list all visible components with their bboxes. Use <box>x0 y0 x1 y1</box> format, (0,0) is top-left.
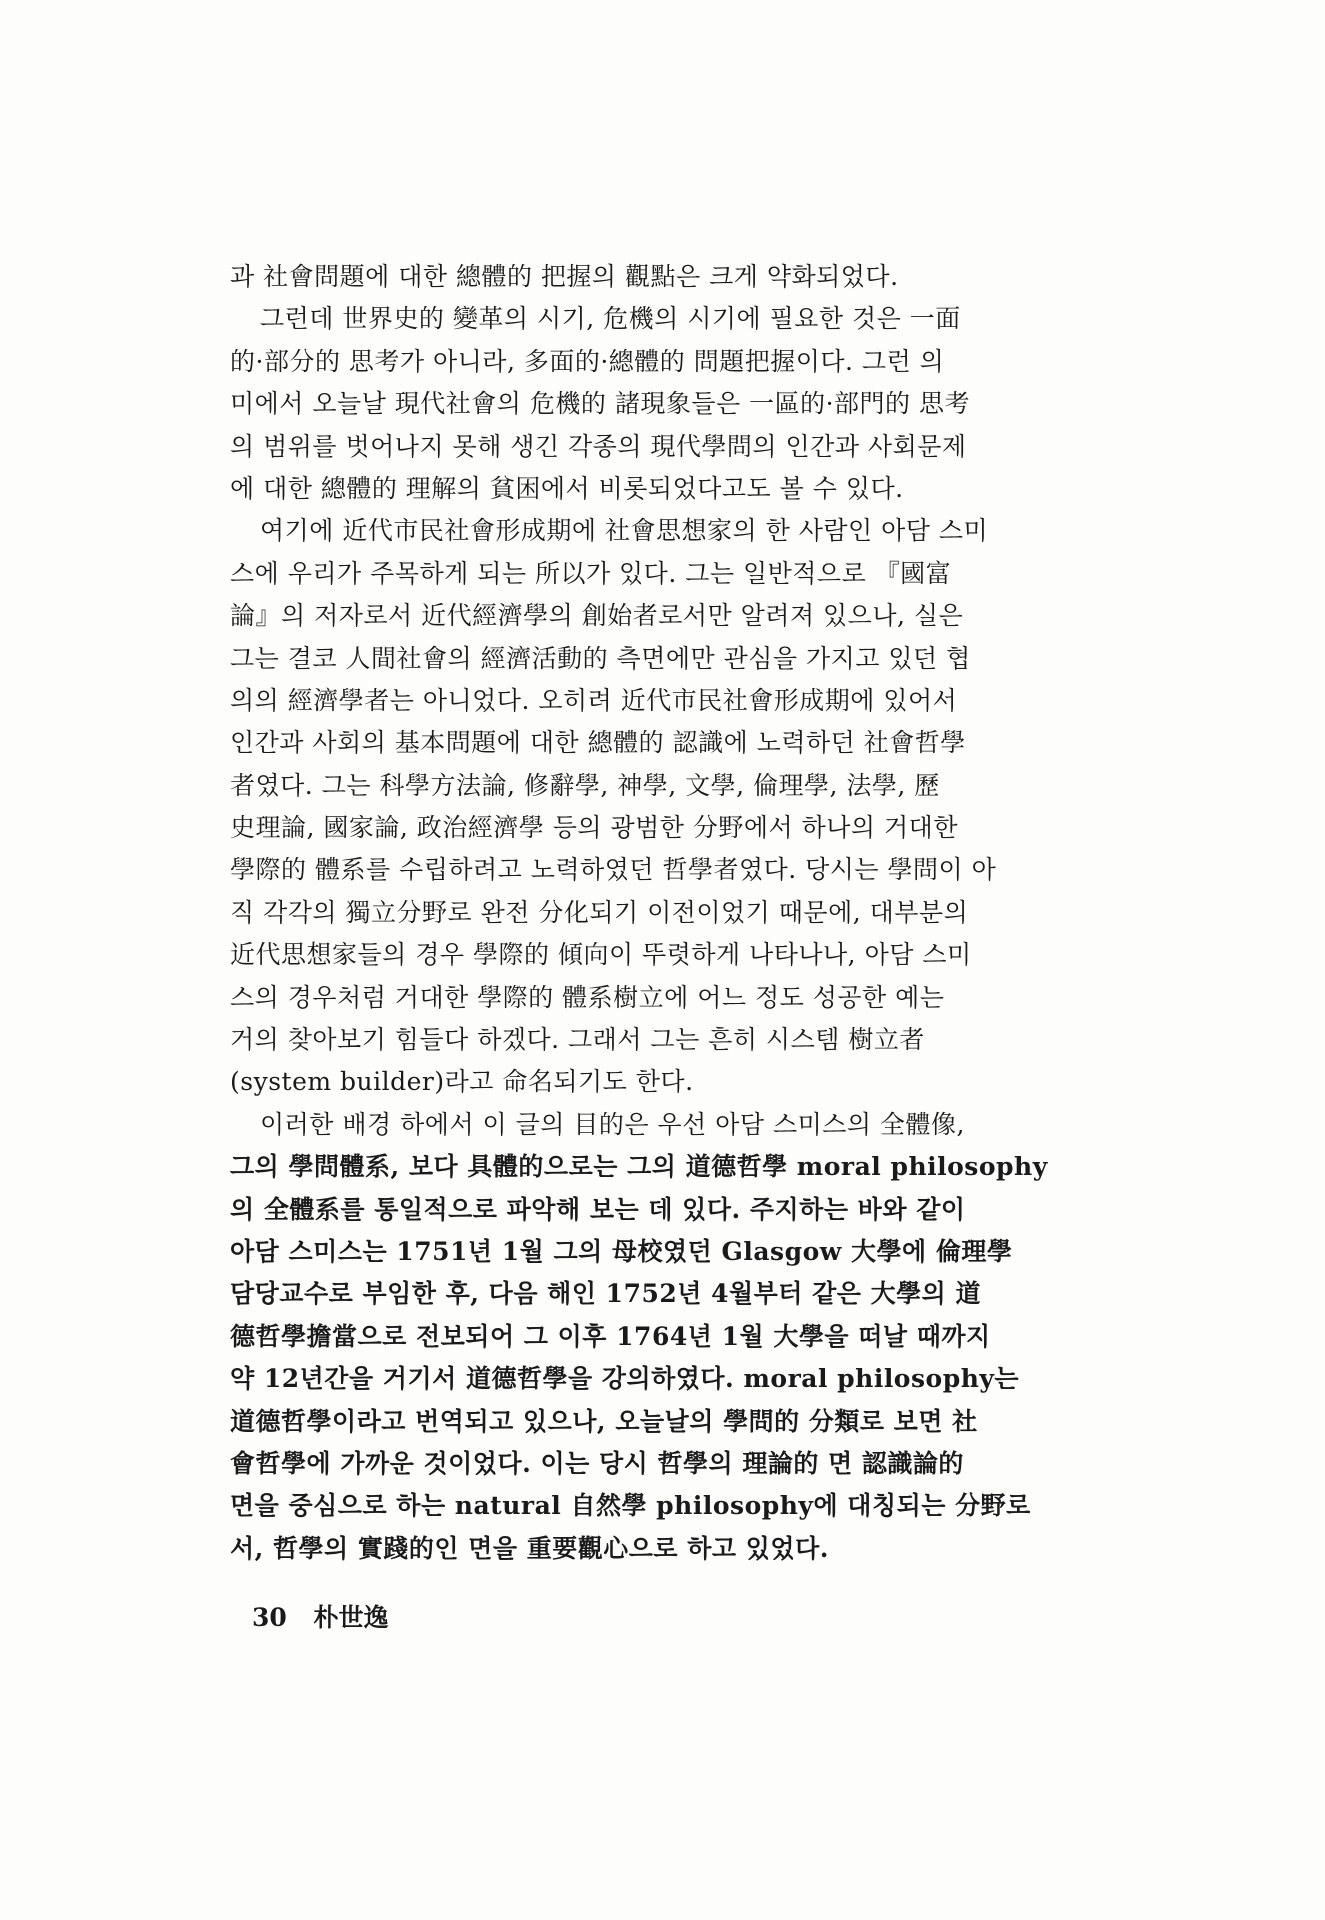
text-line: 的·部分的 思考가 아니라, 多面的·總體的 問題把握이다. 그런 의 <box>230 346 945 376</box>
page-footer <box>252 1602 389 1634</box>
page-number: 30 <box>252 1603 287 1632</box>
text-line: 미에서 오늘날 現代社會의 危機的 諸現象들은 一區的·部門的 思考 <box>230 389 970 419</box>
text-line: 약 12년간을 거기서 道德哲學을 강의하였다. moral philosophy는 <box>230 1364 1020 1394</box>
text-line: 그런데 世界史的 變革의 시기, 危機의 시기에 필요한 것은 一面 <box>260 304 961 334</box>
text-line: 그는 결코 人間社會의 經濟活動的 측면에만 관심을 가지고 있던 협 <box>230 643 971 673</box>
text-line: 道德哲學이라고 번역되고 있으나, 오늘날의 學問的 分類로 보면 社 <box>230 1406 978 1436</box>
text-line: 아담 스미스는 1751년 1월 그의 母校였던 Glasgow 大學에 倫理學 <box>230 1236 1013 1266</box>
text-line: 의의 經濟學者는 아니었다. 오히려 近代市民社會形成期에 있어서 <box>230 685 958 715</box>
text-line: (system builder)라고 命名되기도 한다. <box>230 1067 694 1097</box>
text-line: 인간과 사회의 基本問題에 대한 總體的 認識에 노력하던 社會哲學 <box>230 728 966 758</box>
text-line: 담당교수로 부임한 후, 다음 해인 1752년 4월부터 같은 大學의 道 <box>230 1279 982 1309</box>
text-line: 서, 哲學의 實踐的인 면을 重要觀心으로 하고 있었다. <box>230 1533 829 1563</box>
text-line: 여기에 近代市民社會形成期에 社會思想家의 한 사람인 아담 스미 <box>260 516 989 546</box>
text-line: 의 全體系를 통일적으로 파악해 보는 데 있다. 주지하는 바와 같이 <box>230 1194 966 1224</box>
text-line: 스의 경우처럼 거대한 學際的 體系樹立에 어느 정도 성공한 예는 <box>230 982 945 1012</box>
text-line: 에 대한 總體的 理解의 貧困에서 비롯되었다고도 볼 수 있다. <box>230 473 904 503</box>
text-line: 스에 우리가 주목하게 되는 所以가 있다. 그는 일반적으로 『國富 <box>230 558 952 588</box>
text-line: 論』의 저자로서 近代經濟學의 創始者로서만 알려져 있으나, 실은 <box>230 601 964 631</box>
text-line: 의 범위를 벗어나지 못해 생긴 각종의 現代學問의 인간과 사회문제 <box>230 431 967 461</box>
text-line: 직 각각의 獨立分野로 완전 分化되기 이전이었기 때문에, 대부분의 <box>230 897 969 927</box>
text-line: 그의 學問體系, 보다 具體的으로는 그의 道德哲學 moral philosophy <box>230 1152 1048 1182</box>
text-line: 會哲學에 가까운 것이었다. 이는 당시 哲學의 理論的 면 認識論的 <box>230 1448 964 1478</box>
text-line: 德哲學擔當으로 전보되어 그 이후 1764년 1월 大學을 떠날 때까지 <box>230 1321 991 1351</box>
text-line: 者였다. 그는 科學方法論, 修辭學, 神學, 文學, 倫理學, 法學, 歷 <box>230 770 940 800</box>
text-line: 과 社會問題에 대한 總體的 把握의 觀點은 크게 약화되었다. <box>230 262 899 291</box>
text-line: 이러한 배경 하에서 이 글의 目的은 우선 아담 스미스의 全體像, <box>260 1109 965 1139</box>
text-line: 學際的 體系를 수립하려고 노력하였던 哲學者였다. 당시는 學問이 아 <box>230 855 997 885</box>
text-line: 면을 중심으로 하는 natural 自然學 philosophy에 대칭되는 分野로 <box>230 1491 1031 1521</box>
text-line: 近代思想家들의 경우 學際的 傾向이 뚜렷하게 나타나나, 아담 스미 <box>230 940 972 970</box>
text-line: 거의 찾아보기 힘들다 하겠다. 그래서 그는 흔히 시스템 樹立者 <box>230 1025 925 1055</box>
text-line: 史理論, 國家論, 政治經濟學 등의 광범한 分野에서 하나의 거대한 <box>230 813 958 843</box>
body-text <box>230 256 1130 1570</box>
author-name: 朴世逸 <box>313 1603 389 1632</box>
